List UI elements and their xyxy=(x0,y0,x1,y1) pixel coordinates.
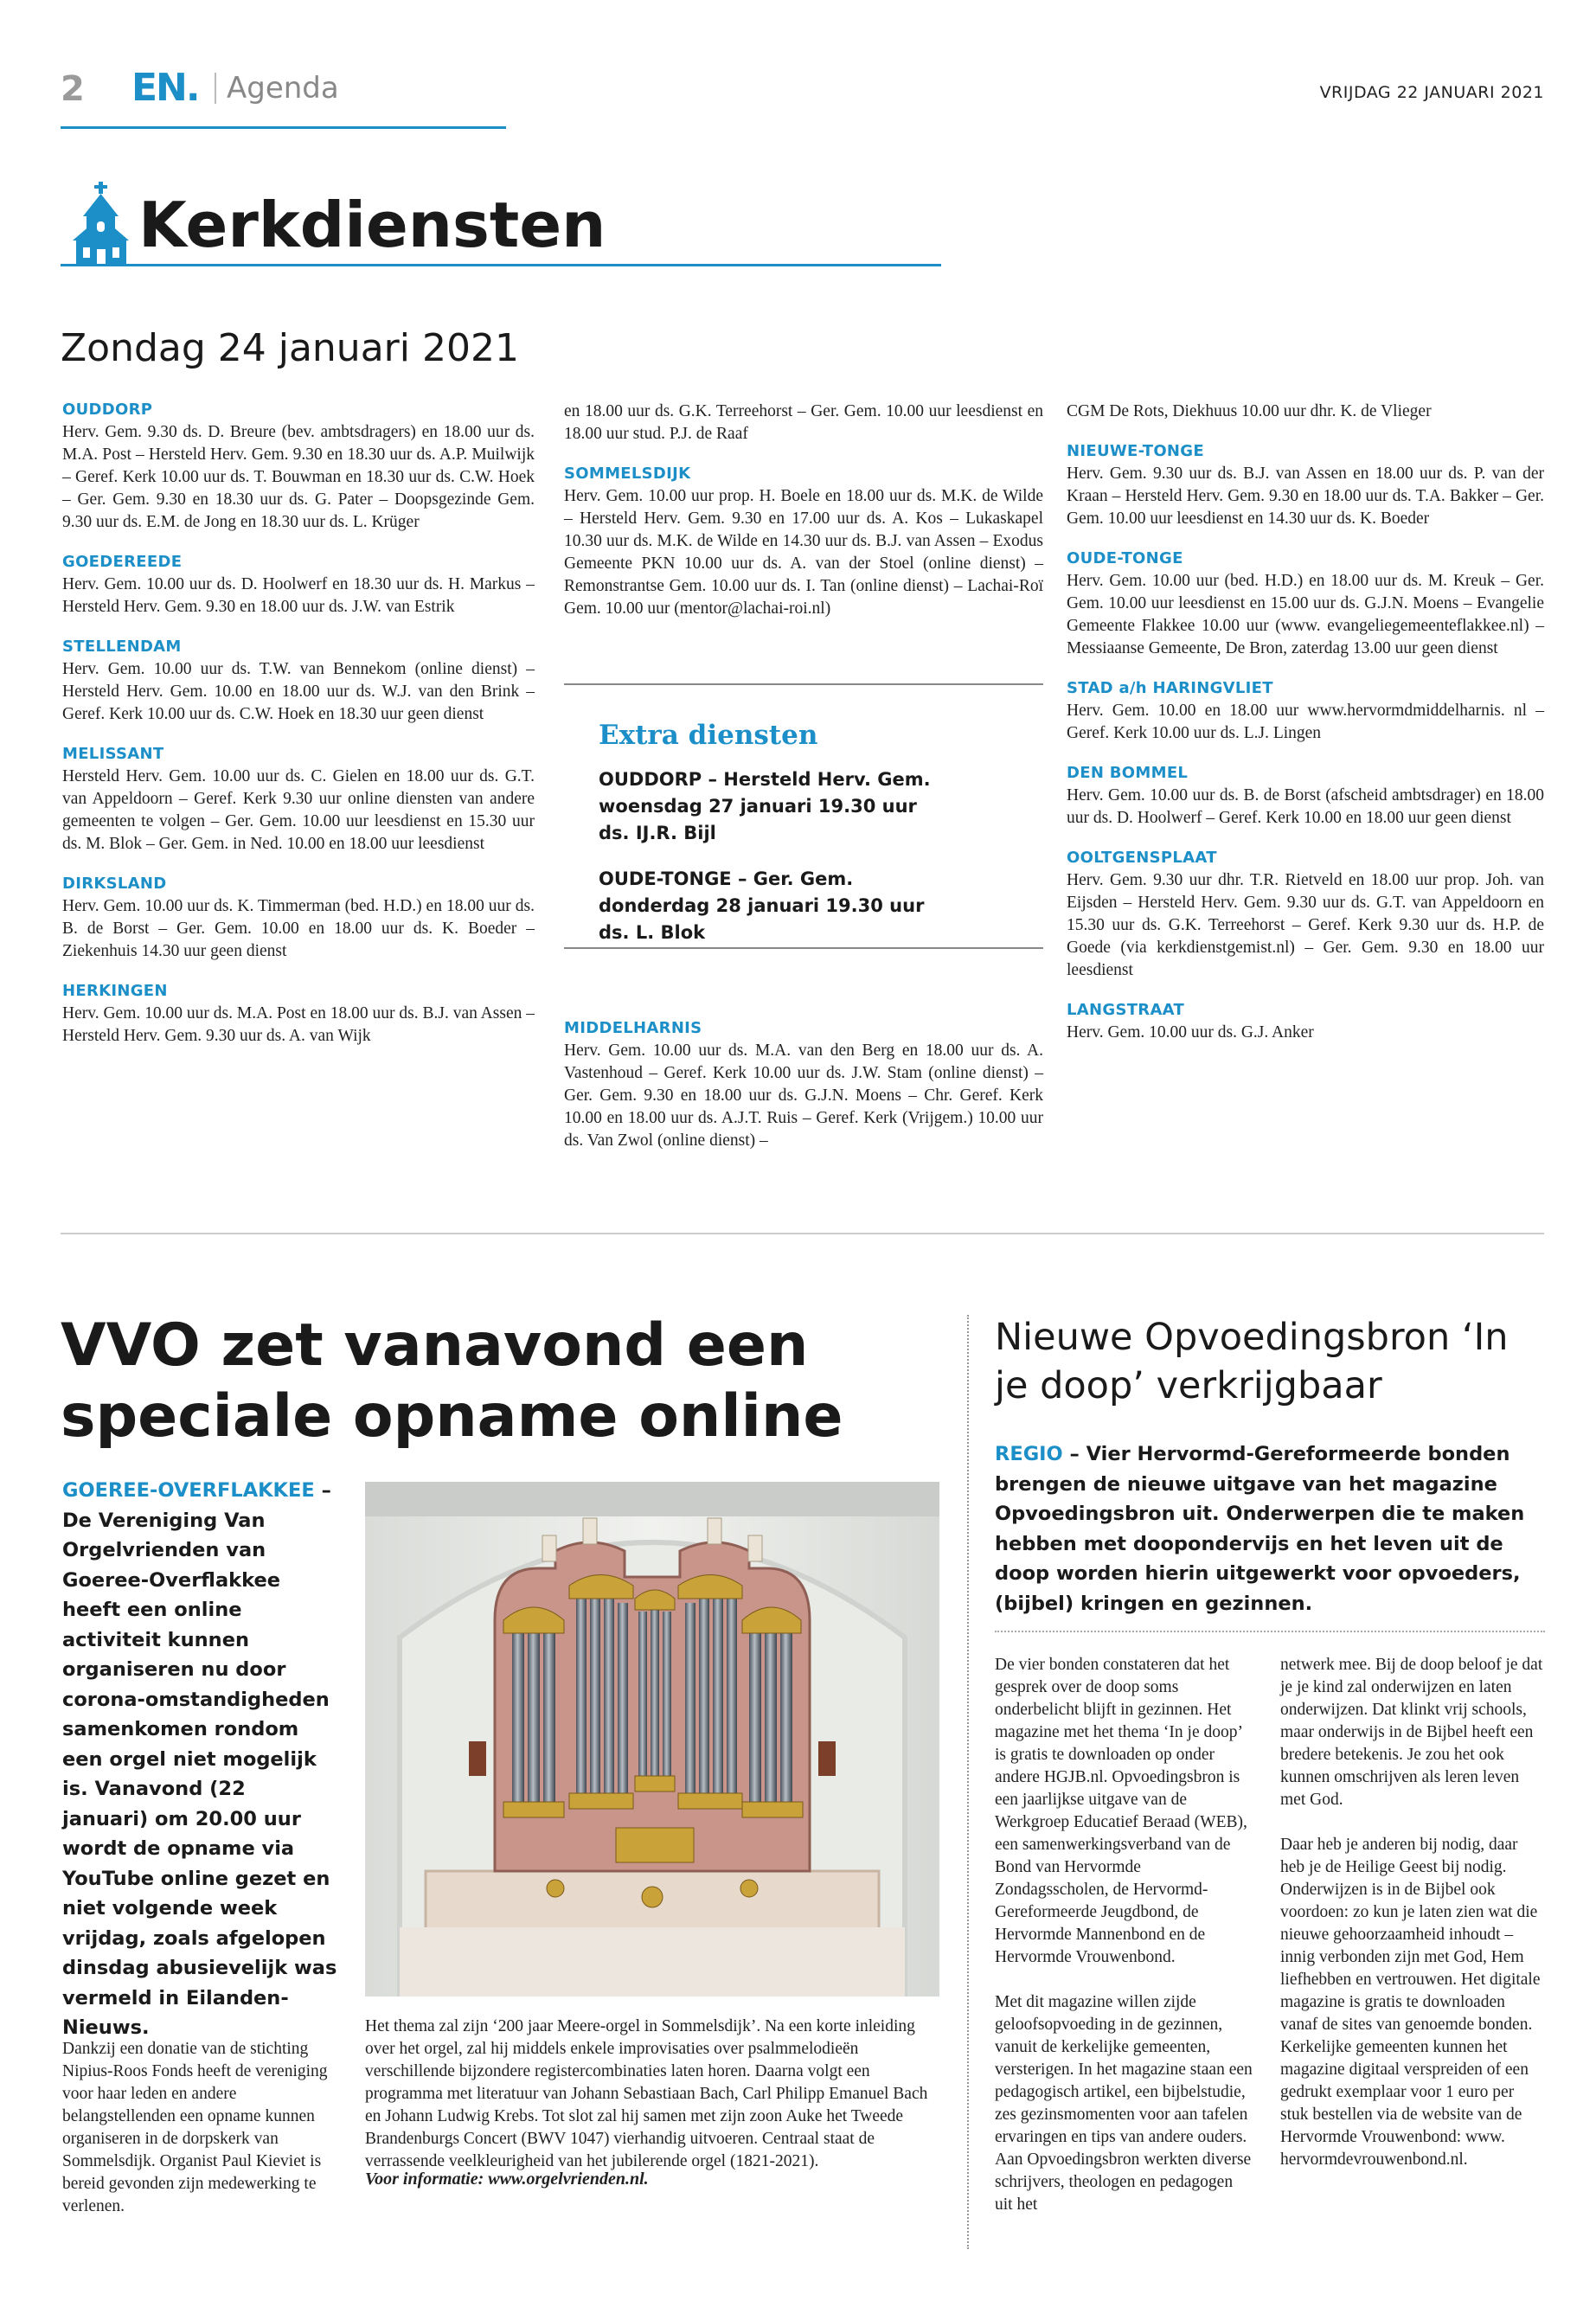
logo: EN. xyxy=(131,66,199,110)
photo-caption: Het thema zal zijn ‘200 jaar Meere-orgel in Sommelsdijk’. Na een korte inleiding over het orgel, zal hij middels enkele improvisaties over psalmmelodieën verschillende bijzondere registercombinaties laten horen. Daarna volgt een programma met literatuur van Johann Sebastiaan Bach, Carl Philipp Emanuel Bach en Johann Ludwig Krebs. Tot slot zal hij samen met zijn zoon Auke het Tweede Brandenburgs Concert (BWV 1047) vierhandig uitvoeren. Centraal staat de verrassende veelkleurigheid van het jubilerende orgel (1821-2021). xyxy=(365,2017,928,2170)
column-divider xyxy=(967,1315,969,2249)
article-headline-2: Nieuwe Opvoedingsbron ‘In je doop’ verkrijgbaar xyxy=(995,1316,1509,1407)
section-title: Kerkdiensten xyxy=(138,189,606,261)
service-listing: en 18.00 uur ds. G.K. Terreehorst – Ger. Gem. 10.00 uur leesdienst en 18.00 uur stud. P.J. de Raaf xyxy=(564,402,1043,443)
service-listing: Herv. Gem. 10.00 uur ds. M.A. van den Berg en 18.00 uur ds. A. Vastenhoud – Geref. Kerk 10.00 uur ds. J.W. Stam (online dienst) – Ger. Gem. 9.30 en 18.00 uur ds. G.J.N. Moens – Chr. Geref. Kerk 10.00 en 18.00 uur ds. A.J.T. Ruis – Geref. Kerk (Vrijgem.) 10.00 uur ds. Van Zwol (online dienst) – xyxy=(564,1042,1043,1150)
service-listing: Herv. Gem. 10.00 uur prop. H. Boele en 18.00 uur ds. M.K. de Wilde – Hersteld Herv. Gem. 9.30 en 17.00 uur ds. A. Kos – Lukaskapel 10.30 uur ds. M.K. de Wilde en 14.30 uur ds. B.J. van Assen – Exodus Gemeente PKN 10.00 uur ds. A. van der Stoel (online dienst) – Remonstrantse Gem. 10.00 uur ds. I. Tan (online dienst) – Lachai-Roï Gem. 10.00 uur (mentor@lachai-roi.nl) xyxy=(564,487,1043,618)
paragraph: Daar heb je anderen bij nodig, daar heb je de Heilige Geest bij nodig. Onderwijzen is in de Bijbel ook voordoen: zo kun je laten zien wat die nieuwe gehoorzaamheid inhoudt – innig verbonden zijn met God, Hem liefhebben en vertrouwen. Het digitale magazine is gratis te downloaden vanaf de sites van genoemde bonden. Kerkelijke gemeenten kunnen het magazine digitaal verspreiden of een gedrukt exemplaar voor 1 euro per stuk bestellen via de website van de Hervormde Vrouwenbond: www. hervormdevrouwenbond.nl. xyxy=(1280,1836,1541,2169)
service-listing: Herv. Gem. 9.30 ds. D. Breure (bev. ambtsdragers) en 18.00 uur ds. M.A. Post – Hersteld Herv. Gem. 9.30 en 18.30 uur ds. A.P. Muilwijk – Geref. Kerk 10.00 uur ds. T. Bouwman en 18.30 uur ds. C.W. Hoek – Ger. Gem. 9.30 en 18.30 uur ds. G. Pater – Doopsgezinde Gem. 9.30 uur ds. E.M. de Jong en 18.30 uur ds. L. Krüger xyxy=(62,423,535,531)
church-icon xyxy=(71,182,131,268)
lead-kicker: GOEREE-OVERFLAKKEE xyxy=(62,1479,315,1502)
issue-date: VRIJDAG 22 JANUARI 2021 xyxy=(1319,83,1544,102)
services-column-1 xyxy=(62,399,535,1048)
services-column-2 xyxy=(564,401,1043,620)
place-heading: LANGSTRAAT xyxy=(1067,1001,1185,1019)
place-heading: DEN BOMMEL xyxy=(1067,764,1189,782)
place-heading: STELLENDAM xyxy=(62,638,182,656)
article-body: Dankzij een donatie van de stichting Nipius-Roos Fonds heeft de vereniging voor haar leden en andere belangstellenden een opname kunnen organiseren in de dorpskerk van Sommelsdijk. Organist Paul Kieviet is bereid gevonden zijn medewerking te verlenen. xyxy=(62,2040,328,2215)
services-column-3 xyxy=(1067,401,1544,1044)
article-body-col-2 xyxy=(1280,1654,1545,2194)
lead-kicker: REGIO xyxy=(995,1443,1063,1465)
place-heading: DIRKSLAND xyxy=(62,875,167,893)
paragraph: netwerk mee. Bij de doop beloof je dat je je kind zal onderwijzen en laten onderwijzen. Dat klinkt vrij schools, maar onderwijs in de Bijbel heeft een bredere betekenis. Je zou het ook kunnen omschrijven als leren leven met God. xyxy=(1280,1656,1543,1809)
place-heading: MIDDELHARNIS xyxy=(564,1019,702,1037)
place-heading: SOMMELSDIJK xyxy=(564,465,691,483)
header-divider xyxy=(215,73,216,104)
place-heading: HERKINGEN xyxy=(62,982,168,1000)
service-listing: Herv. Gem. 9.30 uur ds. B.J. van Assen en 18.00 uur ds. P. van der Kraan – Hersteld Herv. Gem. 9.30 en 18.00 uur ds. T.A. Bakker – Ger. Gem. 10.00 uur leesdienst en 14.30 uur ds. K. Boeder xyxy=(1067,465,1544,528)
extra-service-item: OUDE-TONGE – Ger. Gem. donderdag 28 januari 19.30 uur ds. L. Blok xyxy=(599,868,925,943)
place-heading: OUDDORP xyxy=(62,401,153,419)
section-label: Agenda xyxy=(227,71,339,106)
article-lead-2 xyxy=(995,1439,1548,1618)
page-number: 2 xyxy=(61,69,85,109)
place-heading: OUDE-TONGE xyxy=(1067,549,1183,567)
place-heading: MELISSANT xyxy=(62,745,164,763)
article-body-col-1 xyxy=(995,1654,1254,2239)
extra-service-item: OUDDORP – Hersteld Herv. Gem. woensdag 27 januari 19.30 uur ds. IJ.R. Bijl xyxy=(599,769,931,843)
service-listing: Herv. Gem. 10.00 en 18.00 uur www.hervormdmiddelharnis. nl – Geref. Kerk 10.00 uur ds. L.J. Lingen xyxy=(1067,702,1544,742)
section-divider xyxy=(61,1233,1544,1234)
article-lead xyxy=(62,1476,337,2043)
place-heading: GOEDEREEDE xyxy=(62,553,183,571)
place-heading: OOLTGENSPLAAT xyxy=(1067,849,1217,867)
service-listing: Herv. Gem. 10.00 uur ds. T.W. van Bennekom (online dienst) – Hersteld Herv. Gem. 10.00 en 18.00 uur ds. W.J. van den Brink – Geref. Kerk 10.00 uur ds. C.W. Hoek en 18.30 uur geen dienst xyxy=(62,660,535,723)
organ-photo xyxy=(365,1482,939,1997)
paragraph: Met dit magazine willen zijde geloofsopvoeding in de gezinnen, vanuit de kerkelijke gemeenten, versterigen. In het magazine staan een pedagogisch artikel, een bijbelstudie, zes gezinsmomenten voor aan tafelen ervaringen en tips van andere ouders. Aan Opvoedingsbron werkten diverse schrijvers, theologen en pedagogen uit het xyxy=(995,1993,1253,2214)
services-column-2-bottom xyxy=(564,1017,1043,1152)
lead-text: – Vier Hervormd-Gereformeerde bonden brengen de nieuwe uitgave van het magazine Opvoedingsbron uit. Onderwerpen die te maken hebben met doopondervijs en het leven uit de doop worden hierin uitgewerkt voor opvoeders, (bijbel) kringen en gezinnen. xyxy=(995,1443,1525,1615)
extra-services-box xyxy=(564,683,1043,949)
place-heading: STAD a/h HARINGVLIET xyxy=(1067,679,1273,697)
title-rule xyxy=(61,264,941,266)
date-heading: Zondag 24 januari 2021 xyxy=(61,326,519,370)
service-listing: Herv. Gem. 10.00 uur ds. K. Timmerman (bed. H.D.) en 18.00 uur ds. B. de Borst – Ger. Gem. 10.00 en 18.00 uur ds. K. Boeder – Ziekenhuis 14.30 uur geen dienst xyxy=(62,897,535,960)
article-headline: VVO zet vanavond een speciale opname online xyxy=(61,1311,843,1451)
info-link[interactable]: Voor informatie: www.orgelvrienden.nl. xyxy=(365,2170,649,2189)
extra-services-title: Extra diensten xyxy=(599,720,818,751)
service-listing: Herv. Gem. 10.00 uur ds. M.A. Post en 18.00 uur ds. B.J. van Assen – Hersteld Herv. Gem. 9.30 uur ds. A. van Wijk xyxy=(62,1004,535,1045)
paragraph: De vier bonden constateren dat het gesprek over de doop soms onderbelicht blijft in gezinnen. Het magazine met het thema ‘In je doop’ is gratis te downloaden op onder andere HGJB.nl. Opvoedingsbron is een jaarlijkse uitgave van de Werkgroep Educatief Beraad (WEB), een samenwerkingsverband van de Bond van Hervormde Zondagsscholen, de Hervormd-Gereformeerde Jeugdbond, de Hervormde Mannenbond en de Hervormde Vrouwenbond. xyxy=(995,1656,1247,1966)
service-listing: Herv. Gem. 10.00 uur ds. D. Hoolwerf en 18.30 uur ds. H. Markus – Hersteld Herv. Gem. 9.30 en 18.00 uur ds. J.W. van Estrik xyxy=(62,575,535,616)
lead-divider xyxy=(995,1631,1545,1632)
place-heading: NIEUWE-TONGE xyxy=(1067,442,1204,460)
service-listing: Herv. Gem. 10.00 uur ds. B. de Borst (afscheid ambtsdrager) en 18.00 uur ds. D. Hoolwerf – Geref. Kerk 10.00 en 18.00 uur geen dienst xyxy=(1067,786,1544,827)
service-listing: Herv. Gem. 9.30 uur dhr. T.R. Rietveld en 18.00 uur prop. Joh. van Eijsden – Hersteld Herv. Gem. 9.30 uur ds. G.T. van Appeldoorn en 15.30 uur ds. G.K. Terreehorst – Geref. Kerk 9.30 uur ds. H.P. de Goede (via kerkdienstgemist.nl) – Ger. Gem. 9.30 en 18.00 uur leesdienst xyxy=(1067,871,1544,979)
service-listing: Herv. Gem. 10.00 uur ds. G.J. Anker xyxy=(1067,1023,1314,1042)
service-listing: Hersteld Herv. Gem. 10.00 uur ds. C. Gielen en 18.00 uur ds. G.T. van Appeldoorn – Geref. Kerk 9.30 uur online diensten van andere gemeenten te volgen – Ger. Gem. 10.00 uur leesdienst en 15.30 uur ds. M. Blok – Ger. Gem. in Ned. 10.00 en 18.00 uur leesdienst xyxy=(62,767,535,853)
service-listing: Herv. Gem. 10.00 uur (bed. H.D.) en 18.00 uur ds. M. Kreuk – Ger. Gem. 10.00 uur leesdienst en 15.00 uur ds. G.J.N. Moens – Evangelie Gemeente Flakkee 10.00 uur (www. evangeliegemeenteflakkee.nl) – Messiaanse Gemeente, De Bron, zaterdag 13.00 uur geen dienst xyxy=(1067,572,1544,657)
lead-text: – De Vereniging Van Orgelvrienden van Goeree-Overflakkee heeft een online activiteit kunnen organiseren nu door corona-omstandigheden samenkomen rondom een orgel niet mogelijk is. Vanavond (22 januari) om 20.00 uur wordt de opname via YouTube online gezet en niet volgende week vrijdag, zoals afgelopen dinsdag abusievelijk was vermeld in Eilanden-Nieuws. xyxy=(62,1479,337,2039)
header-rule xyxy=(61,126,506,129)
service-listing: CGM De Rots, Diekhuus 10.00 uur dhr. K. de Vlieger xyxy=(1067,402,1432,420)
